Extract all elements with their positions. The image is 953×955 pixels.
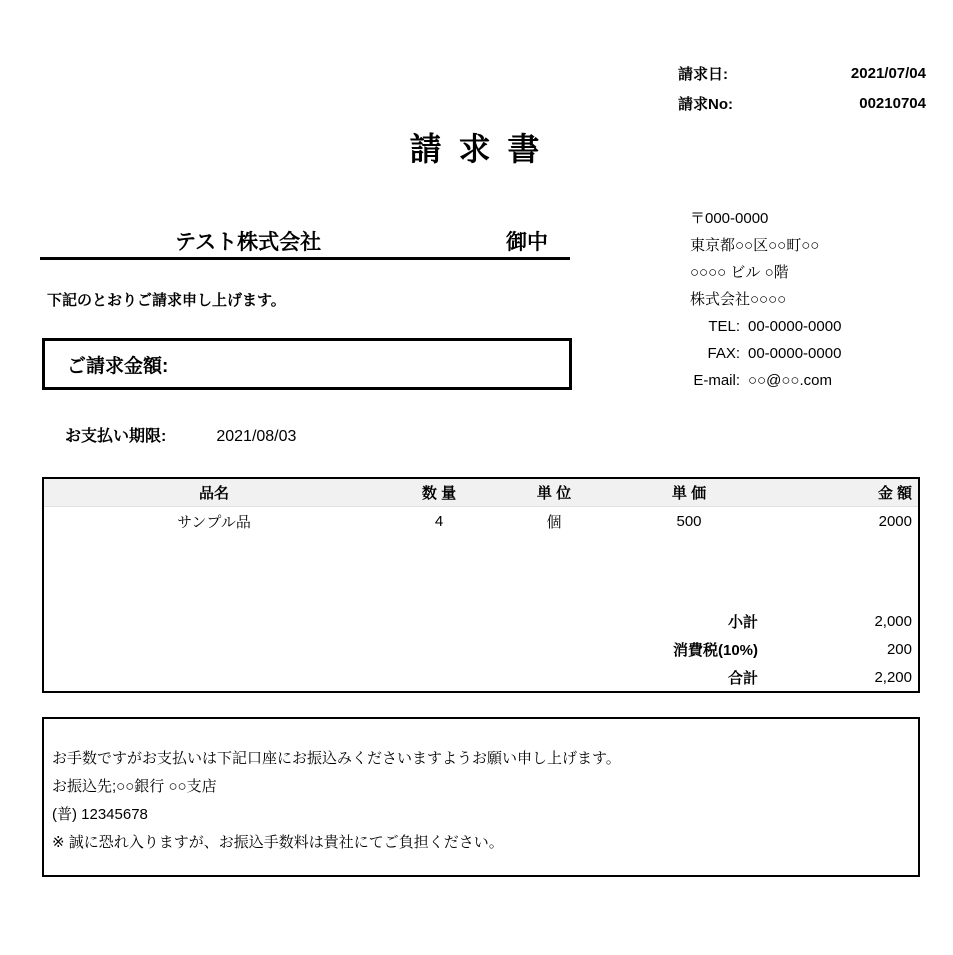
item-name: サンプル品 xyxy=(177,513,251,531)
bank-fee-note-line: ※ 誠に恐れ入りますが、お振込手数料は貴社にてご負担ください。 xyxy=(52,834,504,851)
billing-amount-label: ご請求金額: xyxy=(67,355,169,377)
recipient-honorific: 御中 xyxy=(506,231,548,254)
payment-due-date: 2021/08/03 xyxy=(216,428,297,445)
header-amount: 金 額 xyxy=(877,485,912,502)
subtotal-row xyxy=(44,607,918,635)
invoice-no-row xyxy=(678,88,926,118)
item-unit: 個 xyxy=(546,513,562,531)
invoice-date-value: 2021/07/04 xyxy=(850,64,926,82)
bank-destination-line: お振込先;○○銀行 ○○支店 xyxy=(52,778,217,795)
greeting-text: 下記のとおりご請求申し上げます。 xyxy=(47,292,286,309)
invoice-date-label: 請求日: xyxy=(678,65,728,83)
sender-email-label: E-mail: xyxy=(693,372,740,389)
sender-email-value: ○○@○○.com xyxy=(748,372,832,389)
recipient-underline xyxy=(40,257,570,260)
sender-address-line2: ○○○○ ビル ○階 xyxy=(690,264,789,281)
bank-account-line: (普) 12345678 xyxy=(52,806,148,823)
tax-value: 200 xyxy=(886,640,912,658)
grand-total-row xyxy=(44,663,918,691)
item-amount: 2000 xyxy=(878,512,912,530)
totals-section xyxy=(44,607,918,691)
sender-postal-code: 〒000-0000 xyxy=(690,210,769,227)
sender-fax-row xyxy=(662,340,932,367)
sender-address-line1: 東京都○○区○○町○○ xyxy=(690,237,820,254)
sender-fax-value: 00-0000-0000 xyxy=(748,345,842,362)
invoice-no-value: 00210704 xyxy=(859,94,926,112)
header-item-name: 品名 xyxy=(198,485,229,502)
sender-company: 株式会社○○○○ xyxy=(690,291,787,308)
sender-tel-label: TEL: xyxy=(708,318,740,335)
recipient-name: テスト株式会社 xyxy=(175,231,322,254)
sender-tel-row xyxy=(662,313,932,340)
invoice-no-label: 請求No: xyxy=(678,95,733,113)
tax-row xyxy=(44,635,918,663)
item-quantity: 4 xyxy=(434,512,444,530)
page-title: 請 求 書 xyxy=(409,131,544,167)
items-table-header-row xyxy=(44,479,918,507)
header-unit: 単 位 xyxy=(536,485,572,502)
payment-due-line xyxy=(65,423,296,446)
header-unit-price: 単 価 xyxy=(671,485,707,502)
payment-due-label: お支払い期限: xyxy=(65,428,167,445)
bank-note-line: お手数ですがお支払いは下記口座にお振込みくださいますようお願い申し上げます。 xyxy=(52,750,621,767)
bank-transfer-box xyxy=(42,717,920,877)
invoice-meta xyxy=(678,58,926,118)
header-quantity: 数 量 xyxy=(421,485,457,502)
item-unit-price: 500 xyxy=(676,512,702,530)
billing-amount-box xyxy=(42,338,572,390)
invoice-date-row xyxy=(678,58,926,88)
tax-label: 消費税(10%) xyxy=(672,641,758,659)
subtotal-label: 小計 xyxy=(727,613,758,631)
sender-block xyxy=(662,205,932,394)
sender-fax-label: FAX: xyxy=(707,345,740,362)
items-table xyxy=(42,477,920,693)
table-row xyxy=(44,507,918,535)
grand-total-value: 2,200 xyxy=(874,668,912,686)
recipient-line xyxy=(40,226,570,256)
sender-tel-value: 00-0000-0000 xyxy=(748,318,842,335)
grand-total-label: 合計 xyxy=(727,669,758,687)
subtotal-value: 2,000 xyxy=(874,612,912,630)
sender-email-row xyxy=(662,367,932,394)
